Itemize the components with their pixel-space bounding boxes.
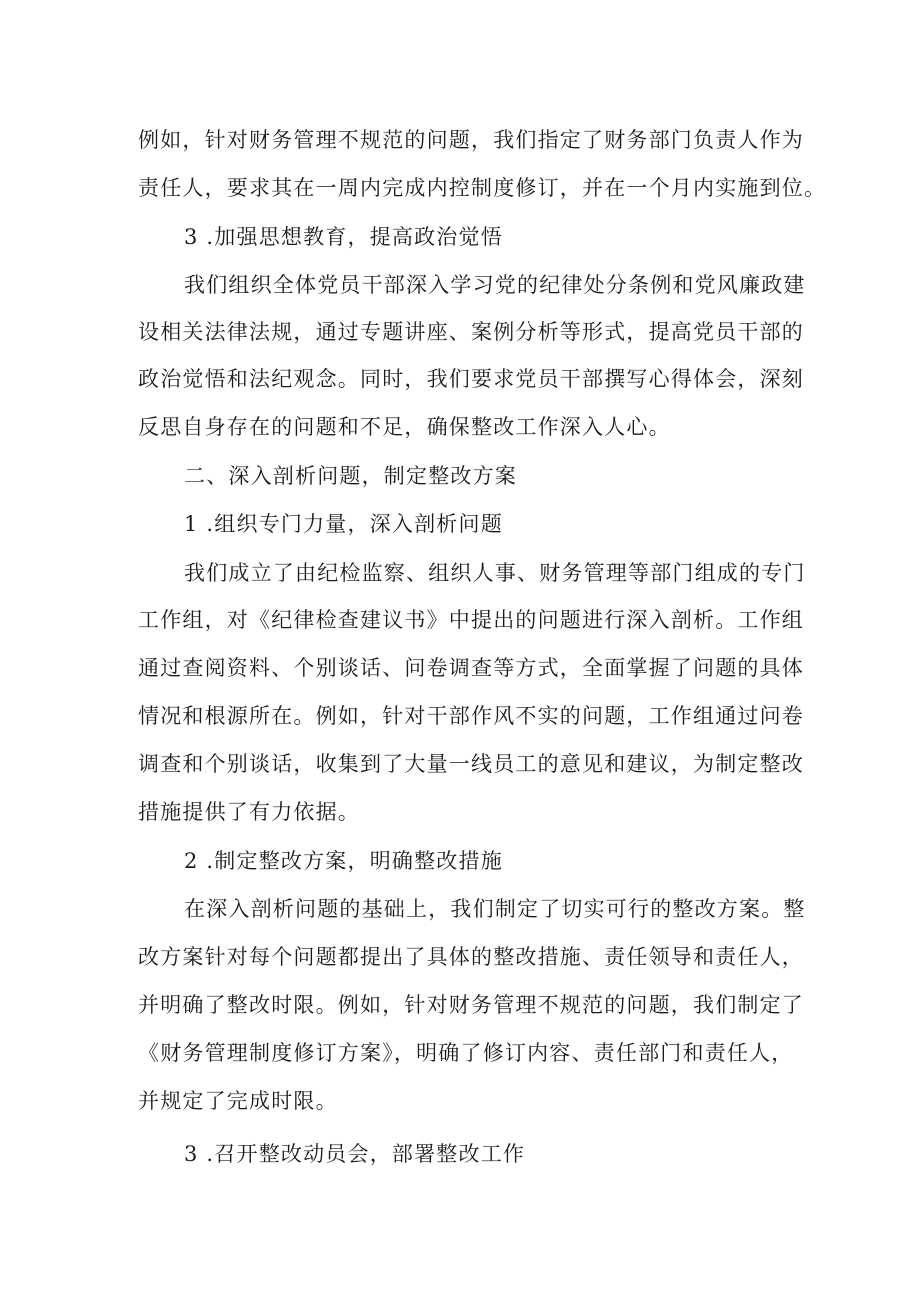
text-line: 调查和个别谈话，收集到了大量一线员工的意见和建议，为制定整改 bbox=[138, 752, 804, 776]
text-line: 工作组，对《纪律检查建议书》中提出的问题进行深入剖析。工作组 bbox=[138, 608, 804, 632]
section-heading: 3 .召开整改动员会，部署整改工作 bbox=[184, 1142, 526, 1166]
text-line: 《财务管理制度修订方案》，明确了修订内容、责任部门和责任人， bbox=[138, 1041, 794, 1065]
text-line: 政治觉悟和法纪观念。同时，我们要求党员干部撰写心得体会，深刻 bbox=[138, 367, 804, 391]
text-line: 改方案针对每个问题都提出了具体的整改措施、责任领导和责任人， bbox=[138, 945, 804, 969]
text-line: 反思自身存在的问题和不足，确保整改工作深入人心。 bbox=[138, 415, 671, 439]
text-line: 通过查阅资料、个别谈话、问卷调查等方式，全面掌握了问题的具体 bbox=[138, 656, 804, 680]
text-line: 我们成立了由纪检监察、组织人事、财务管理等部门组成的专门 bbox=[184, 561, 806, 585]
text-line: 我们组织全体党员干部深入学习党的纪律处分条例和党风廉政建 bbox=[184, 273, 806, 297]
text-line: 设相关法律法规，通过专题讲座、案例分析等形式，提高党员干部的 bbox=[138, 320, 804, 344]
text-line: 措施提供了有力依据。 bbox=[138, 800, 360, 824]
text-line: 例如，针对财务管理不规范的问题，我们指定了财务部门负责人作为 bbox=[138, 128, 804, 152]
section-heading: 2 .制定整改方案，明确整改措施 bbox=[184, 849, 503, 873]
text-line: 并规定了完成时限。 bbox=[138, 1089, 338, 1113]
text-line: 责任人，要求其在一周内完成内控制度修订，并在一个月内实施到位。 bbox=[138, 176, 827, 200]
text-line: 在深入剖析问题的基础上，我们制定了切实可行的整改方案。整 bbox=[184, 897, 806, 921]
text-line: 并明确了整改时限。例如，针对财务管理不规范的问题，我们制定了 bbox=[138, 993, 804, 1017]
section-heading: 二、深入剖析问题，制定整改方案 bbox=[184, 464, 517, 488]
section-heading: 1 .组织专门力量，深入剖析问题 bbox=[184, 512, 503, 536]
text-line: 情况和根源所在。例如，针对干部作风不实的问题，工作组通过问卷 bbox=[138, 704, 804, 728]
section-heading: 3 .加强思想教育，提高政治觉悟 bbox=[184, 225, 503, 249]
